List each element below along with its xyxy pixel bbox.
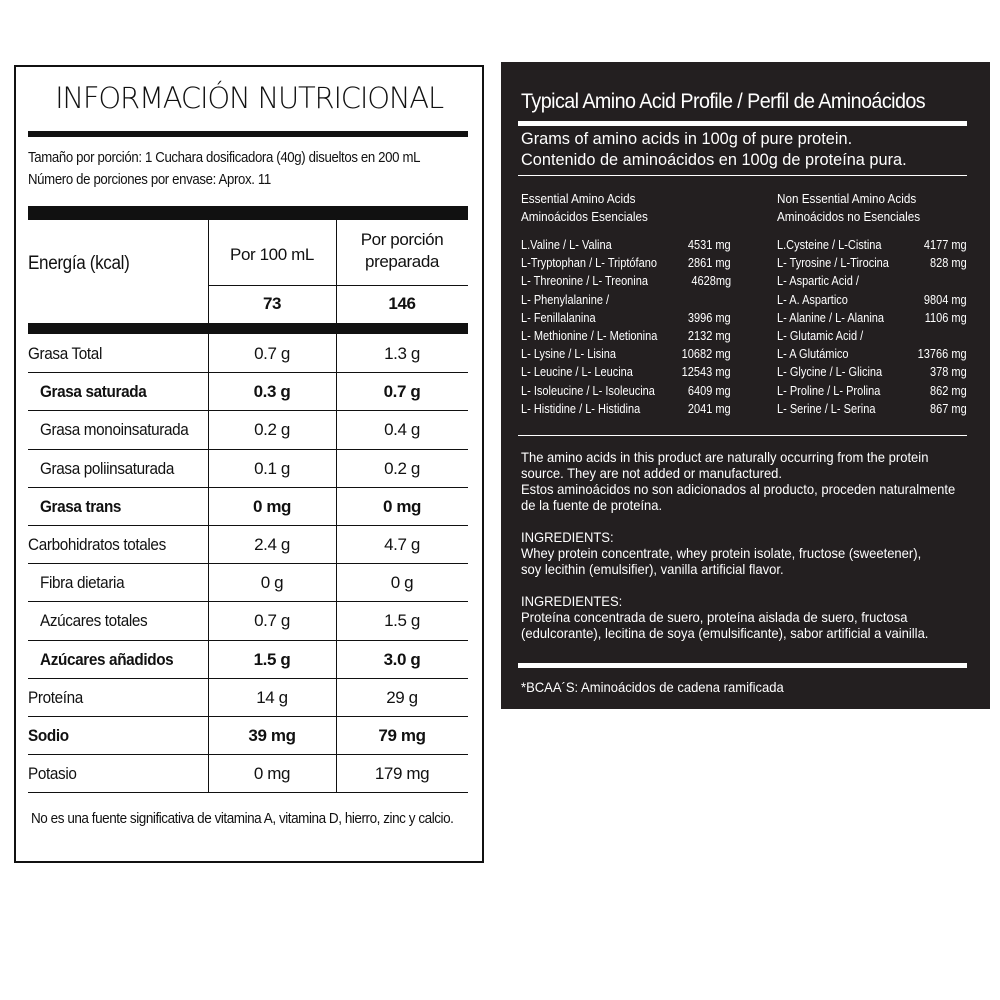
row-divider [28,372,468,373]
amino-row [521,382,731,400]
divider [518,435,967,436]
nutrient-per100: 0.7 g [254,344,290,363]
nutrient-per-serving: 0 g [390,573,414,593]
ingredients-en: INGREDIENTS: Whey protein concentrate, whey protein isolate, fructose (sweetener), soy lecithin (emulsifier), vanilla artificial flavor. [521,529,922,577]
nutrient-per-serving: 1.5 g [384,611,420,631]
amino-value: 862 mg [930,383,967,398]
column-divider [336,334,337,792]
nutrient-per100: 0.3 g [253,382,291,402]
amino-value: 4628mg [691,274,731,289]
nutrient-per-serving: 0.2 g [384,458,420,478]
amino-row [521,272,731,290]
amino-value: 4531 mg [688,238,731,252]
divider [518,175,967,176]
amino-name: L- Aspartic Acid / [777,274,859,289]
amino-panel [501,62,990,709]
amino-name: L-Tryptophan / L- Triptófano [521,256,657,271]
amino-subtitle: Grams of amino acids in 100g of pure protein. Contenido de aminoácidos en 100g de proteína pura. [521,129,907,169]
nutrient-per-serving: 1.3 g [384,344,420,363]
row-divider [28,716,468,717]
natural-note: The amino acids in this product are naturally occurring from the protein source. They are not added or manufactured. Estos aminoácidos no son adicionados al producto, proceden naturalmente de la fuente de proteína. [521,449,956,513]
divider [28,206,468,220]
amino-value: 2132 mg [688,329,731,343]
amino-value: 3996 mg [688,310,731,325]
nutrient-label: Azúcares totales [40,611,148,631]
amino-name: L- Tyrosine / L-Tirocina [777,256,889,271]
amino-name: L- Serine / L- Serina [777,401,876,416]
amino-title: Typical Amino Acid Profile / Perfil de Aminoácidos [521,90,926,113]
amino-name: L- A. Aspartico [777,292,848,307]
nutrient-per100: 14 g [256,687,288,707]
energy-per-serving: 146 [388,294,416,313]
amino-name: L- Histidine / L- Histidina [521,401,641,416]
amino-name: L- Proline / L- Prolina [777,383,881,398]
amino-value: 6409 mg [688,383,731,398]
nutrient-per100: 2.4 g [254,535,290,554]
nutrient-per100: 0.2 g [254,420,290,440]
amino-row [521,236,731,254]
amino-row [777,345,967,363]
amino-name: L- Lysine / L- Lisina [521,347,616,362]
amino-row [777,400,967,418]
footnote: No es una fuente significativa de vitamina A, vitamina D, hierro, zinc y calcio. [31,810,454,827]
row-divider [28,678,468,679]
amino-name: L.Cysteine / L-Cistina [777,238,882,252]
amino-name: L- Threonine / L- Treonina [521,274,648,289]
amino-value: 1106 mg [925,310,967,325]
amino-row [777,291,967,309]
nutrient-per-serving: 0.4 g [384,420,420,440]
nutrient-per-serving: 4.7 g [384,535,420,554]
nutrient-label: Grasa monoinsaturada [40,420,189,440]
col-header-per100: Por 100 mL [230,245,314,264]
divider [518,121,967,126]
divider [28,131,468,137]
amino-row [521,291,731,309]
amino-name: L- Glutamic Acid / [777,329,864,343]
nutrient-per-serving: 179 mg [374,764,430,784]
amino-row [777,236,967,254]
amino-row [777,382,967,400]
nutrient-per-serving: 0.7 g [383,382,421,402]
nutrient-per100: 0 mg [253,764,291,784]
serving-info [28,147,420,191]
bcaa-note: *BCAA´S: Aminoácidos de cadena ramificada [521,679,784,695]
nutrient-per100: 39 mg [248,726,296,745]
nutrient-label: Grasa Total [28,344,102,363]
amino-value: 13766 mg [918,347,967,362]
nutrient-per-serving: 3.0 g [383,649,421,669]
energy-per100: 73 [262,294,282,313]
amino-value: 9804 mg [924,292,967,307]
amino-row [521,309,731,327]
amino-name: L- Alanine / L- Alanina [777,310,885,325]
amino-name: L- Phenylalanine / [521,292,610,307]
column-divider [208,334,209,792]
nutrient-per100: 1.5 g [253,649,291,669]
amino-name: L- Methionine / L- Metionina [521,329,658,343]
nutrient-label: Sodio [28,726,69,745]
nutrient-per-serving: 79 mg [378,726,426,745]
row-divider [28,525,468,526]
amino-value: 2041 mg [688,401,731,416]
nutrient-per-serving: 29 g [386,687,418,707]
row-divider [28,487,468,488]
amino-name: L- Glycine / L- Glicina [777,365,883,380]
amino-value: 2861 mg [688,256,731,271]
nutrient-label: Grasa saturada [40,382,147,402]
amino-row [777,272,967,290]
amino-value: 867 mg [930,401,967,416]
amino-value: 378 mg [930,365,967,380]
energy-label: Energía (kcal) [28,253,130,274]
amino-name: L- Leucine / L- Leucina [521,365,633,380]
nutrient-per100: 0.7 g [254,611,290,631]
row-divider [28,792,468,793]
amino-name: L.Valine / L- Valina [521,238,612,252]
amino-name: L- A Glutámico [777,347,849,362]
nutrient-per100: 0 mg [252,496,292,516]
nutrition-title: INFORMACIÓN NUTRICIONAL [55,81,443,115]
amino-name: L- Isoleucine / L- Isoleucina [521,383,655,398]
amino-row [521,327,731,345]
amino-row [521,400,731,418]
row-divider [28,410,468,411]
amino-value: 10682 mg [682,347,731,362]
amino-row [777,309,967,327]
col-header-per-serving: Por porción preparada [360,230,444,271]
amino-row [777,363,967,381]
amino-name: L- Fenillalanina [521,310,596,325]
nutrient-label: Potasio [28,764,77,784]
nutrient-label: Azúcares añadidos [40,649,174,669]
row-divider [28,601,468,602]
row-divider [28,640,468,641]
nutrient-per-serving: 0 mg [382,496,422,516]
amino-row [777,327,967,345]
nutrient-label: Proteína [28,687,83,707]
nutrition-panel [14,65,484,863]
serving-size: Tamaño por porción: 1 Cuchara dosificadora (40g) disueltos en 200 mL [28,149,421,166]
nutrient-label: Fibra dietaria [40,573,125,593]
amino-row [777,254,967,272]
amino-row [521,345,731,363]
amino-value: 4177 mg [924,238,967,252]
row-divider [28,449,468,450]
nutrient-label: Grasa poliinsaturada [40,458,174,478]
divider [28,323,468,334]
row-divider [28,563,468,564]
divider [518,663,967,668]
ingredients-es: INGREDIENTES: Proteína concentrada de suero, proteína aislada de suero, fructosa (edulcorante), lecitina de soya (emulsificante), sabor artificial a vainilla. [521,593,929,641]
amino-row [521,363,731,381]
amino-value: 828 mg [930,256,967,271]
nutrient-per100: 0 g [260,573,284,593]
amino-value: 12543 mg [682,365,731,380]
nutrient-label: Carbohidratos totales [28,535,166,554]
nutrient-label: Grasa trans [40,496,122,516]
servings-per-container: Número de porciones por envase: Aprox. 11 [28,171,271,188]
nonessential-header: Non Essential Amino Acids Aminoácidos no Esenciales [777,191,921,224]
nutrient-per100: 0.1 g [254,458,290,478]
row-divider [208,285,468,286]
amino-row [521,254,731,272]
essential-header: Essential Amino Acids Aminoácidos Esenciales [521,191,648,224]
row-divider [28,754,468,755]
